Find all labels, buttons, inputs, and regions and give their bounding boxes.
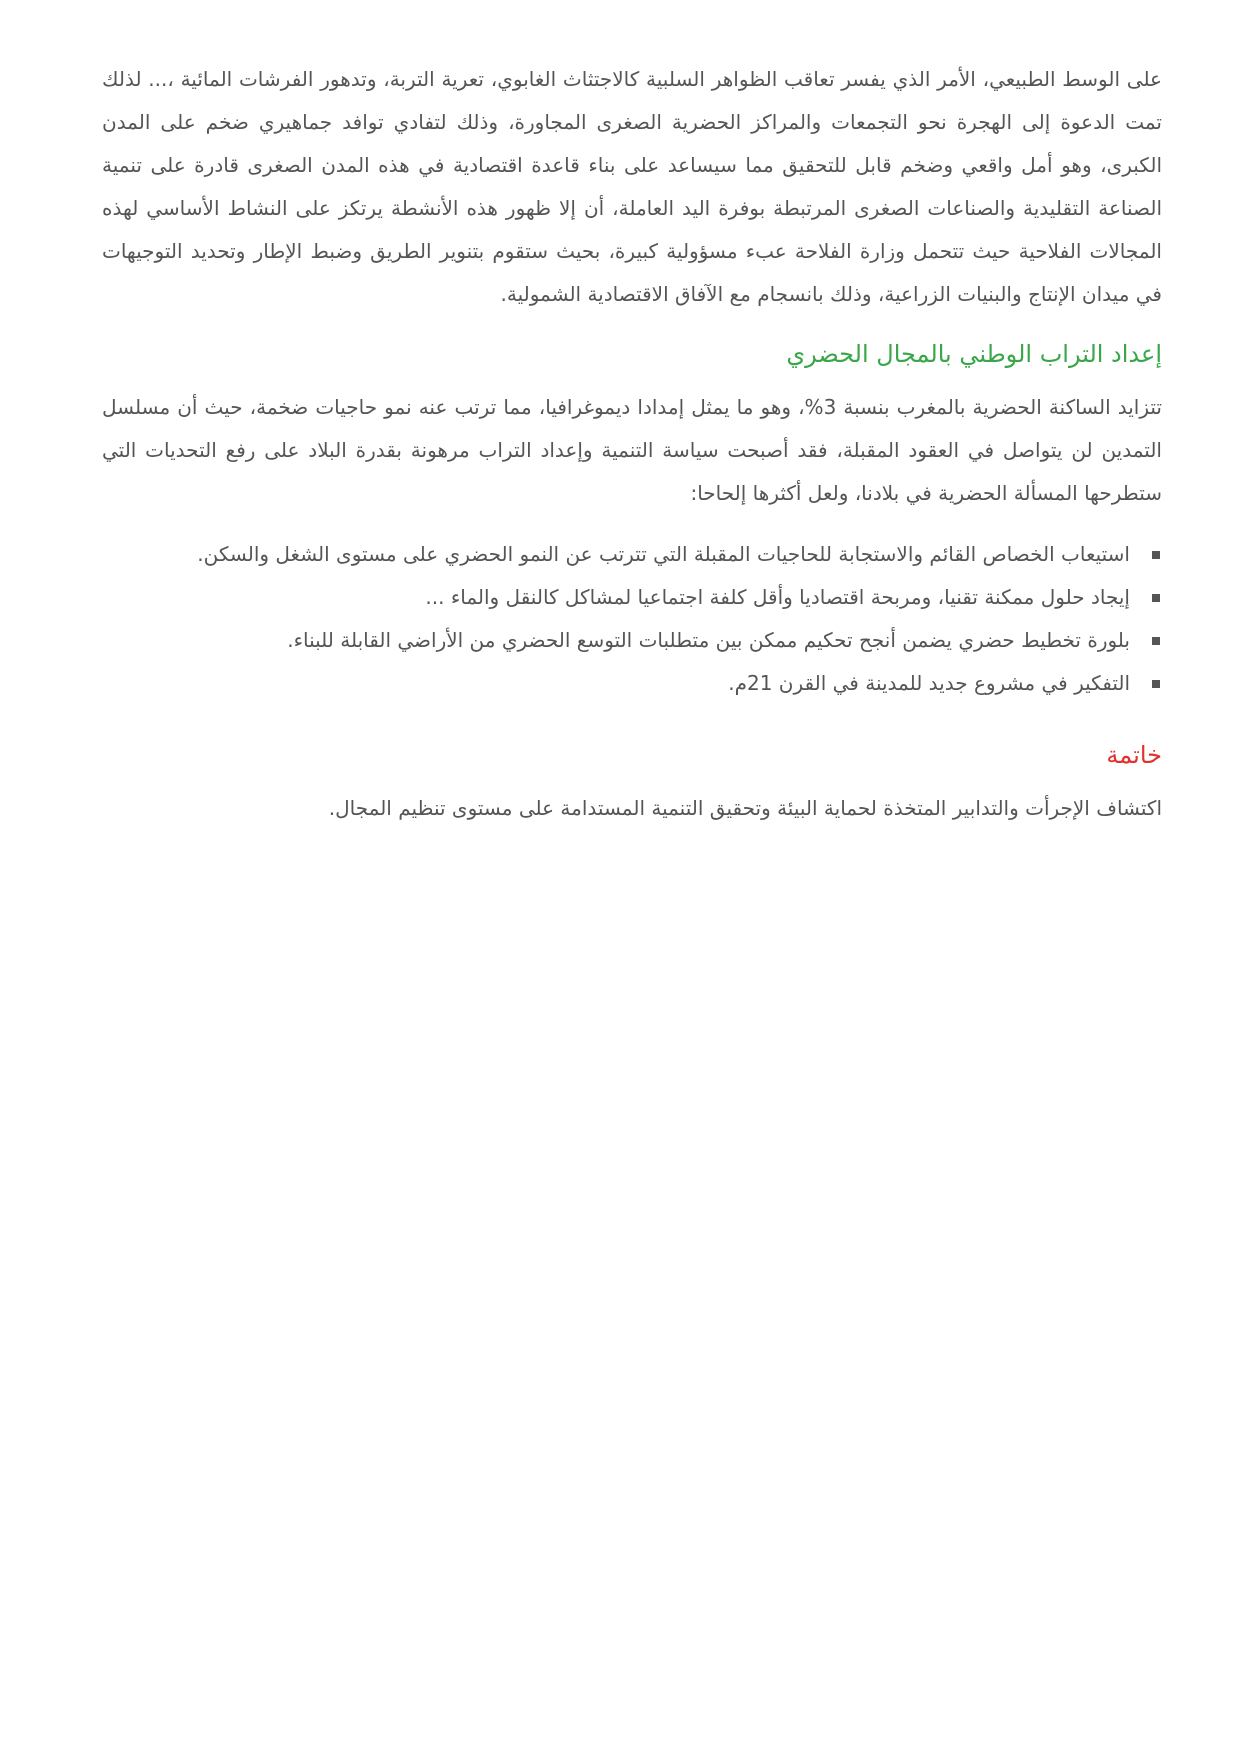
list-item-text: استيعاب الخصاص القائم والاستجابة للحاجيات المقبلة التي تترتب عن النمو الحضري على مستوى الشغل والسكن. bbox=[197, 542, 1130, 566]
section-heading-conclusion: خاتمة bbox=[1106, 741, 1162, 769]
square-bullet-icon bbox=[1152, 594, 1160, 602]
list-item-text: التفكير في مشروع جديد للمدينة في القرن 21م. bbox=[728, 671, 1130, 695]
section-heading-urban-planning: إعداد التراب الوطني بالمجال الحضري bbox=[786, 340, 1162, 368]
challenges-list bbox=[102, 533, 1162, 705]
list-item bbox=[102, 533, 1130, 576]
urban-planning-paragraph: تتزايد الساكنة الحضرية بالمغرب بنسبة 3%، وهو ما يمثل إمدادا ديموغرافيا، مما ترتب عنه نمو حاجيات ضخمة، حيث أن مسلسل التمدين لن يتواصل في العقود المقبلة، فقد أصبحت سياسة التنمية وإعداد التراب مرهونة بقدرة البلاد على رفع التحديات التي ستطرحها المسألة الحضرية في بلادنا، ولعل أكثرها إلحاحا: bbox=[102, 395, 1163, 505]
conclusion-paragraph: اكتشاف الإجرأت والتدابير المتخذة لحماية البيئة وتحقيق التنمية المستدامة على مستوى تنظيم المجال. bbox=[328, 796, 1162, 820]
square-bullet-icon bbox=[1152, 551, 1160, 559]
square-bullet-icon bbox=[1152, 637, 1160, 645]
document-page bbox=[102, 58, 1162, 830]
list-item bbox=[102, 576, 1130, 619]
intro-paragraph: على الوسط الطبيعي، الأمر الذي يفسر تعاقب الظواهر السلبية كالاجتثاث الغابوي، تعرية التربة، وتدهور الفرشات المائية ،... لذلك تمت الدعوة إلى الهجرة نحو التجمعات والمراكز الحضرية الصغرى المجاورة، وذلك لتفادي توافد جماهيري ضخم على المدن الكبرى، وهو أمل واقعي وضخم قابل للتحقيق مما سيساعد على بناء قاعدة اقتصادية في هذه المدن الصغرى قادرة على تنمية الصناعة التقليدية والصناعات الصغرى المرتبطة بوفرة اليد العاملة، أن إلا ظهور هذه الأنشطة يرتكز على النشاط الأساسي لهذه المجالات الفلاحية حيث تتحمل وزارة الفلاحة عبء مسؤولية كبيرة، بحيث ستقوم بتنوير الطريق وضبط الإطار وتحديد التوجيهات في ميدان الإنتاج والبنيات الزراعية، وذلك بانسجام مع الآفاق الاقتصادية الشمولية. bbox=[102, 67, 1162, 306]
list-item bbox=[102, 662, 1130, 705]
list-item bbox=[102, 619, 1130, 662]
list-item-text: إيجاد حلول ممكنة تقنيا، ومربحة اقتصاديا وأقل كلفة اجتماعيا لمشاكل كالنقل والماء ... bbox=[425, 585, 1130, 609]
square-bullet-icon bbox=[1152, 680, 1160, 688]
list-item-text: بلورة تخطيط حضري يضمن أنجح تحكيم ممكن بين متطلبات التوسع الحضري من الأراضي القابلة للبناء. bbox=[287, 628, 1130, 652]
